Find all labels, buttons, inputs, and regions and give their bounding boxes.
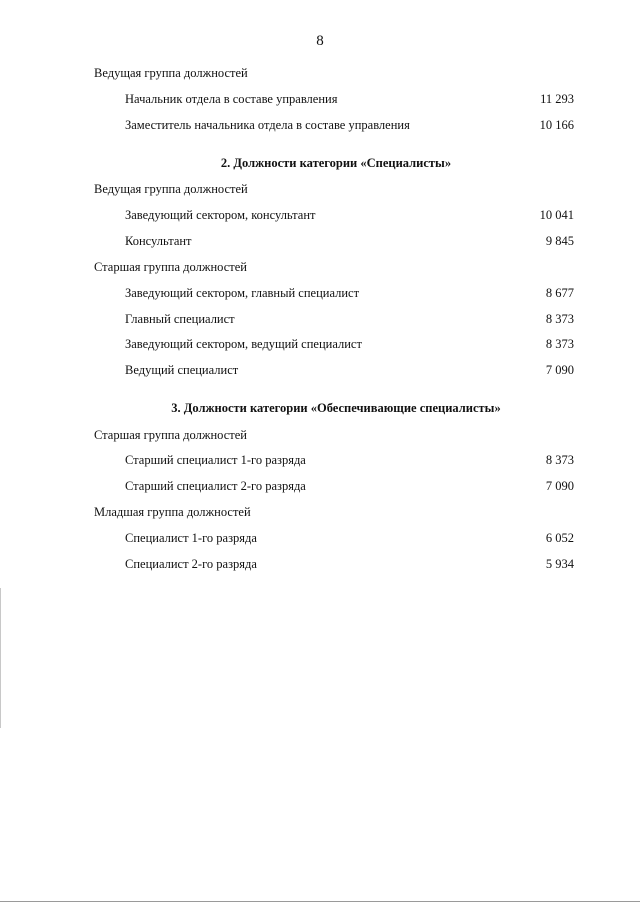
position-title: Специалист 1-го разряда: [125, 531, 257, 545]
position-salary: 7 090: [545, 479, 574, 493]
position-title: Заведующий сектором, главный специалист: [125, 286, 360, 300]
position-salary: 11 293: [540, 92, 574, 106]
position-salary: 5 934: [545, 557, 574, 571]
position-salary: 8 373: [545, 312, 574, 326]
group-header: [0, 64, 640, 82]
position-salary: 7 090: [545, 363, 574, 377]
group-header: [0, 426, 640, 444]
group-label: Старшая группа должностей: [94, 260, 247, 274]
group-header: [0, 258, 640, 276]
position-title: Заместитель начальника отдела в составе управления: [125, 118, 410, 132]
group-label: Младшая группа должностей: [94, 505, 251, 519]
position-row: [0, 232, 640, 250]
position-title: Консультант: [125, 234, 192, 248]
position-title: Ведущий специалист: [125, 363, 239, 377]
scan-bottom-edge: [0, 901, 640, 902]
group-header: [0, 503, 640, 521]
position-row: [0, 284, 640, 302]
group-label: Ведущая группа должностей: [94, 182, 248, 196]
position-row: [0, 206, 640, 224]
position-row: [0, 361, 640, 379]
position-salary: 6 052: [545, 531, 574, 545]
group-label: Старшая группа должностей: [94, 428, 247, 442]
position-row: [0, 555, 640, 573]
position-row: [0, 477, 640, 495]
scan-edge-line: [0, 588, 1, 728]
position-row: [0, 310, 640, 328]
position-row: [0, 116, 640, 134]
position-salary: 8 677: [545, 286, 574, 300]
position-title: Старший специалист 1-го разряда: [125, 453, 306, 467]
position-salary: 10 041: [539, 208, 574, 222]
position-salary: 8 373: [545, 337, 574, 351]
position-title: Специалист 2-го разряда: [125, 557, 257, 571]
position-salary: 8 373: [545, 453, 574, 467]
position-title: Главный специалист: [125, 312, 235, 326]
page-number: 8: [316, 33, 324, 49]
section-heading: 2. Должности категории «Специалисты»: [220, 156, 452, 170]
group-label: Ведущая группа должностей: [94, 66, 248, 80]
position-row: [0, 529, 640, 547]
group-header: [0, 180, 640, 198]
position-salary: 9 845: [545, 234, 574, 248]
section-heading: 3. Должности категории «Обеспечивающие специалисты»: [171, 401, 501, 415]
position-row: [0, 335, 640, 353]
position-row: [0, 90, 640, 108]
position-title: Заведующий сектором, консультант: [125, 208, 316, 222]
position-title: Заведующий сектором, ведущий специалист: [125, 337, 362, 351]
position-row: [0, 451, 640, 469]
position-salary: 10 166: [539, 118, 574, 132]
position-title: Начальник отдела в составе управления: [125, 92, 338, 106]
position-title: Старший специалист 2-го разряда: [125, 479, 306, 493]
